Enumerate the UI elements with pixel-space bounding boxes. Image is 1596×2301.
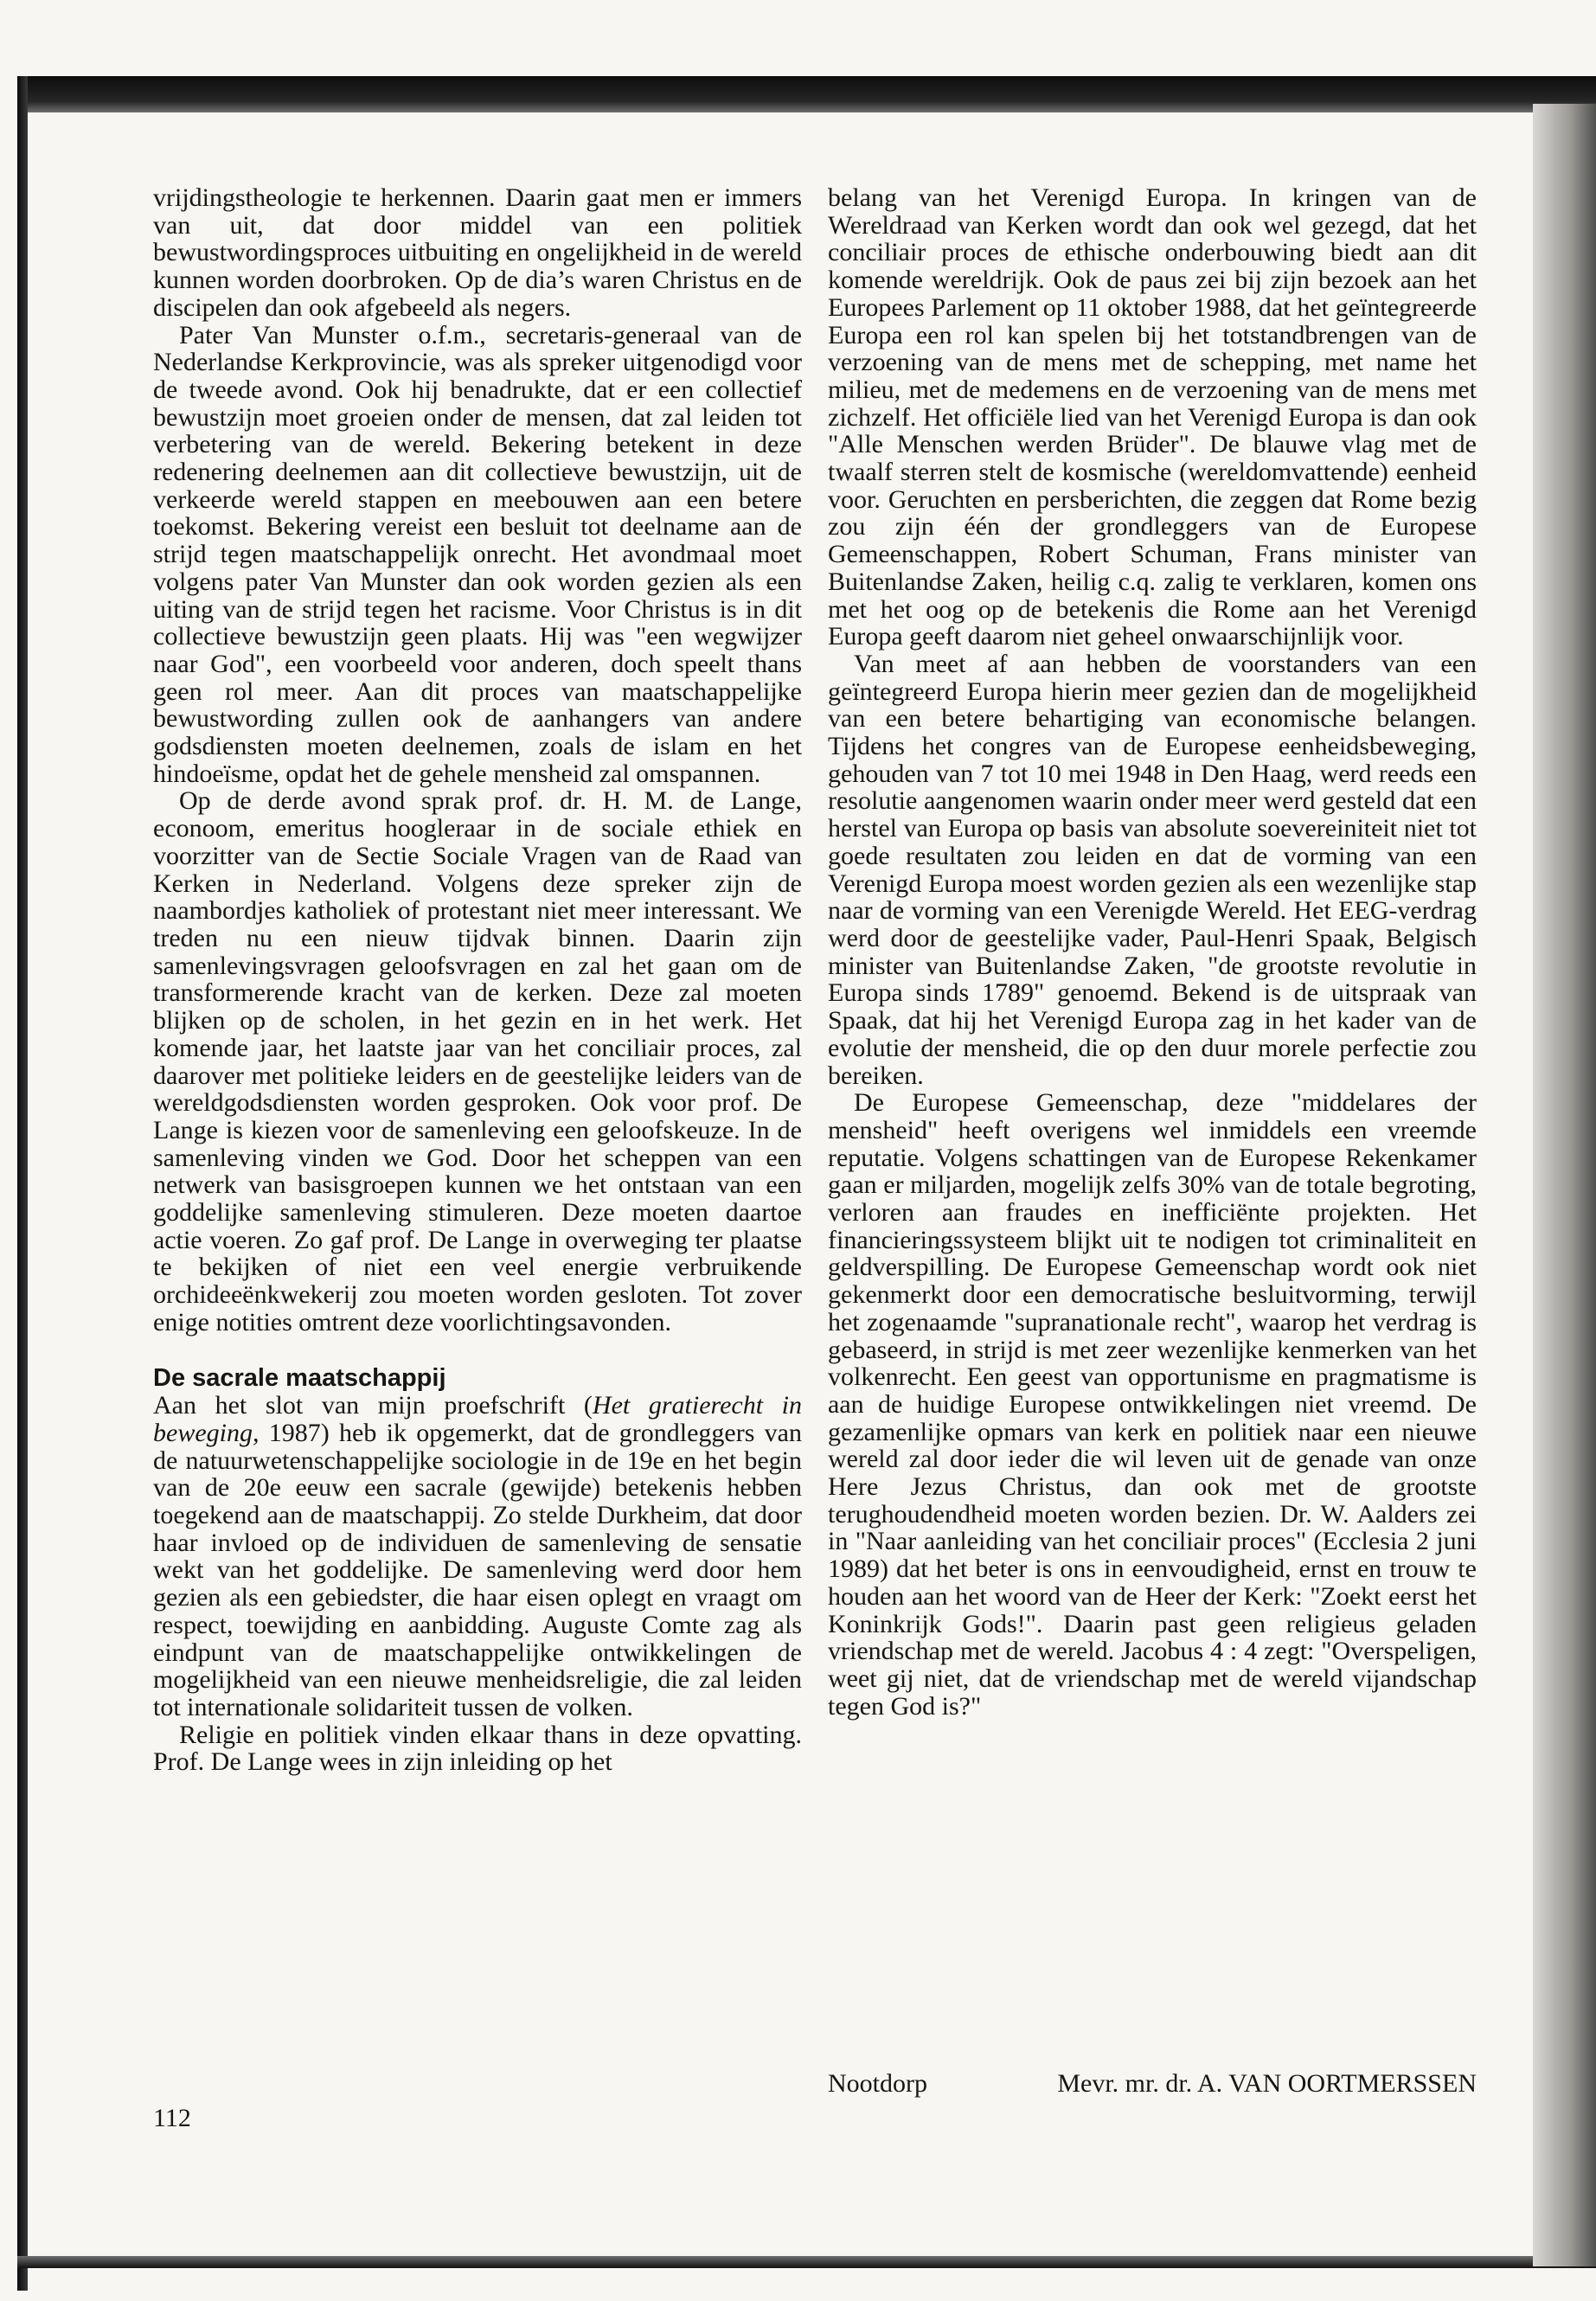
left-paragraph-4-rest: 1987) heb ik opgemerkt, dat de grondleggers van de natuurwetenschappelijke sociologie in de 19e en het begin van de 20e eeuw een sacrale (gewijde) betekenis hebben toegekend aan de maatschappij. Zo stelde Durkheim, dat door haar invloed op de individuen de samenleving de sensatie wekt van het goddelijke. De samenleving werd door hem gezien als een gebiedster, die haar eisen oplegt en vraagt om respect, toewijding en aanbidding. Auguste Comte zag als eindpunt van de maatschappelijke ontwikkelingen de mogelijkheid van een nieuwe menheidsreligie, die zal leiden tot internationale solidariteit tussen de volken. [153,1418,802,1721]
scan-edge-bottom [17,2256,1596,2268]
right-paragraph-2: Van meet af aan hebben de voorstanders van een geïntegreerd Europa hierin meer gezien dan de mogelijkheid van een betere behartiging van economische belangen. Tijdens het congres van de Europese eenheidsbeweging, gehouden van 7 tot 10 mei 1948 in Den Haag, werd reeds een resolutie aangenomen waarin onder meer werd gesteld dat een herstel van Europa op basis van absolute soevereiniteit niet tot goede resultaten zou leiden en dat de vorming van een Verenigd Europa moest worden gezien als een wezenlijke stap naar de vorming van een Verenigde Wereld. Het EEG-verdrag werd door de geestelijke vader, Paul-Henri Spaak, Belgisch minister van Buitenlandse Zaken, "de grootste revolutie in Europa sinds 1789" genoemd. Bekend is de uitspraak van Spaak, dat hij het Verenigd Europa zag in het kader van de evolutie der mensheid, die op den duur morele perfectie zou bereiken. [828,649,1477,1090]
left-paragraph-4 [153,1392,802,1721]
section-heading: De sacrale maatschappij [153,1363,446,1392]
left-column [153,184,802,1776]
left-paragraph-5: Religie en politiek vinden elkaar thans in deze opvatting. Prof. De Lange wees in zijn inleiding op het [153,1720,802,1777]
left-paragraph-3: Op de derde avond sprak prof. dr. H. M. de Lange, econoom, emeritus hoogleraar in de sociale ethiek en voorzitter van de Sectie Sociale Vragen van de Raad van Kerken in Nederland. Volgens deze spreker zijn de naambordjes katholiek of protestant niet meer interessant. We treden nu een nieuw tijdvak binnen. Daarin zijn samenlevingsvragen geloofsvragen en zal het gaan om de transformerende kracht van de kerken. Deze zal moeten blijken op de scholen, in het gezin en in het werk. Het komende jaar, het laatste jaar van het conciliair proces, zal daarover met politieke leiders en de geestelijke leiders van de wereldgodsdiensten worden gesproken. Ook voor prof. De Lange is kiezen voor de samenleving een geloofskeuze. In de samenleving vinden we God. Door het scheppen van een netwerk van basisgroepen kunnen we het ontstaan van een goddelijke samenleving stimuleren. Deze moeten daartoe actie voeren. Zo gaf prof. De Lange in overweging ter plaatse te bekijken of niet een veel energie verbruikende orchideeënkwekerij zou moeten worden gesloten. Tot zover enige notities omtrent deze voorlichtingsavonden. [153,786,802,1336]
dissertation-title: Het gratierecht in beweging, [153,1391,802,1447]
left-paragraph-4-start: Aan het slot van mijn proefschrift ( [153,1391,593,1420]
right-paragraph-1: belang van het Verenigd Europa. In kringen van de Wereldraad van Kerken wordt dan ook wel gezegd, dat het conciliair proces de ethische onderbouwing biedt aan dit komende wereldrijk. Ook de paus zei bij zijn bezoek aan het Europees Parlement op 11 oktober 1988, dat het geïntegreerde Europa een rol kan spelen bij het totstandbrengen van de verzoening van de mens met de schepping, met name het milieu, met de medemens en de verzoening van de mens met zichzelf. Het officiële lied van het Verenigd Europa is dan ook "Alle Menschen werden Brüder". De blauwe vlag met de twaalf sterren stelt de kosmische (wereldomvattende) eenheid voor. Geruchten en persberichten, die zeggen dat Rome bezig zou zijn één der grondleggers van de Europese Gemeenschappen, Robert Schuman, Frans minister van Buitenlandse Zaken, heilig c.q. zalig te verklaren, komen ons met het oog op de betekenis die Rome aan het Verenigd Europa geeft daarom niet geheel onwaarschijnlijk voor. [828,183,1477,651]
left-paragraph-1: vrijdingstheologie te herkennen. Daarin gaat men er immers van uit, dat door middel van een politiek bewustwordingsproces uitbuiting en ongelijkheid in de wereld kunnen worden doorbroken. Op de dia’s waren Christus en de discipelen dan ook afgebeeld als negers. [153,183,802,322]
right-column [828,184,1477,1720]
scan-edge-right [1533,104,1596,2266]
right-paragraph-3: De Europese Gemeenschap, deze "middelares der mensheid" heeft overigens wel inmiddels een vreemde reputatie. Volgens schattingen van de Europese Rekenkamer gaan er miljarden, mogelijk zelfs 30% van de totale begroting, verloren aan fraudes en inefficiënte projekten. Het financieringssysteem blijkt uit te nodigen tot criminaliteit en geldverspilling. De Europese Gemeenschap wordt ook niet gekenmerkt door een democratische besluitvorming, terwijl het zogenaamde "supranationale recht", waarop het verdrag is gebaseerd, in strijd is met zeer wezenlijke kenmerken van het volkenrecht. Een geest van opportunisme en pragmatisme is aan de huidige Europese ontwikkelingen niet vreemd. De gezamenlijke opmars van kerk en politiek naar een nieuwe wereld zal door ieder die wil leven uit de genade van onze Here Jezus Christus, dan ook met de grootste terughoudendheid moeten worden bezien. Dr. W. Aalders zei in "Naar aanleiding van het conciliair proces" (Ecclesia 2 juni 1989) dat het beter is ons in eenvoudigheid, ernst en trouw te houden aan het woord van de Heer der Kerk: "Zoekt eerst het Koninkrijk Gods!". Daarin past geen religieus geladen vriendschap met de wereld. Jacobus 4 : 4 zegt: "Overspeligen, weet gij niet, dat de vriendschap met de wereld vijandschap tegen God is?" [828,1088,1477,1721]
scan-edge-top [17,76,1596,112]
scan-edge-left [17,76,28,2291]
author-signature [828,2069,1477,2099]
signature-author: Mevr. mr. dr. A. VAN OORTMERSSEN [1057,2069,1477,2098]
signature-place: Nootdorp [828,2069,927,2098]
page-number: 112 [153,2104,191,2132]
left-paragraph-2: Pater Van Munster o.f.m., secretaris-generaal van de Nederlandse Kerkprovincie, was als spreker uitgenodigd voor de tweede avond. Ook hij benadrukte, dat er een collectief bewustzijn moet groeien onder de mensen, dat zal leiden tot verbetering van de wereld. Bekering betekent in deze redenering deelnemen aan dit collectieve bewustzijn, uit de verkeerde wereld stappen en meebouwen aan een betere toekomst. Bekering vereist een besluit tot deelname aan de strijd tegen maatschappelijk onrecht. Het avondmaal moet volgens pater Van Munster dan ook worden gezien als een uiting van de strijd tegen het racisme. Voor Christus is in dit collectieve bewustzijn geen plaats. Hij was "een wegwijzer naar God", een voorbeeld voor anderen, doch speelt thans geen rol meer. Aan dit proces van maatschappelijke bewustwording zullen ook de aanhangers van andere godsdiensten moeten deelnemen, zoals de islam en het hindoeïsme, opdat het de gehele mensheid zal omspannen. [153,320,802,788]
